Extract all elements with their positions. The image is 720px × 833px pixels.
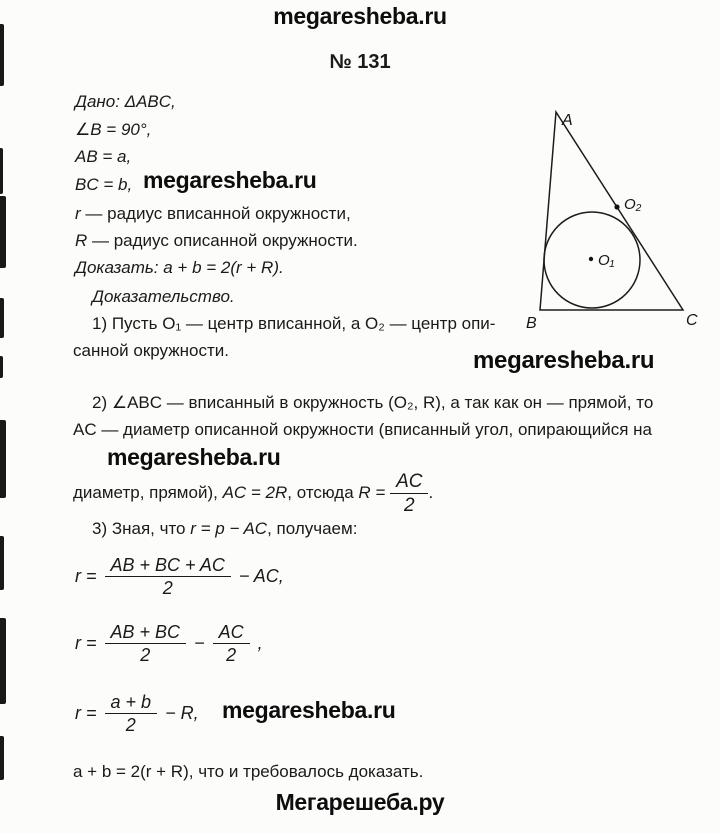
formula-2-denominator-1: 2	[140, 645, 151, 666]
watermark-step1: megaresheba.ru	[473, 347, 655, 374]
vertex-a-label: A	[562, 112, 573, 129]
formula-2	[75, 622, 263, 665]
given-line-r-text: — радиус вписанной окружности,	[80, 204, 351, 223]
formula-3	[75, 692, 199, 735]
step2-line3-ac-eq: AC = 2R	[222, 483, 288, 502]
circumcenter-label: O₂	[624, 196, 642, 213]
formula-1-numerator: AB + BC + AC	[105, 555, 231, 577]
watermark-top: megaresheba.ru	[273, 3, 447, 29]
formula-1-lhs: r =	[75, 566, 97, 587]
incenter-dot	[589, 257, 593, 261]
geometry-diagram	[513, 98, 713, 336]
formula-2-tail: ,	[257, 633, 263, 654]
formula-2-fraction-2	[213, 622, 250, 665]
step3-part3: , получаем:	[267, 519, 358, 538]
formula-3-denominator: 2	[125, 715, 136, 736]
scan-artifact	[0, 536, 4, 590]
scan-artifact	[0, 420, 6, 498]
fraction-AC-2	[390, 471, 428, 517]
given-line-angle: ∠B = 90°,	[75, 120, 152, 139]
scan-artifact	[0, 196, 6, 268]
scan-artifact	[0, 736, 4, 780]
formula-1	[75, 555, 284, 598]
formula-3-fraction	[105, 692, 158, 735]
formula-2-denominator-2: 2	[226, 645, 237, 666]
formula-2-numerator-1: AB + BC	[105, 622, 187, 644]
incenter-label: O₁	[598, 252, 615, 269]
problem-number: № 131	[329, 51, 391, 73]
given-line-ab: AB = a,	[75, 147, 132, 166]
scan-artifact	[0, 148, 3, 194]
formula-1-denominator: 2	[162, 578, 173, 599]
watermark-inline-given: megaresheba.ru	[143, 167, 317, 193]
fraction-AC-2-denominator: 2	[403, 495, 415, 517]
proof-heading: Доказательство.	[92, 287, 235, 306]
step2-line3-R-eq: R =	[358, 483, 391, 502]
vertex-b-label: B	[526, 315, 537, 332]
scan-artifact	[0, 356, 3, 378]
step3-part1: 3) Зная, что	[92, 519, 191, 538]
proof-conclusion: a + b = 2(r + R), что и требовалось доказать.	[73, 762, 424, 781]
vertex-c-label: C	[686, 312, 698, 329]
step3-r-eq: r = p − AC	[190, 519, 268, 538]
given-line-R-text: — радиус описанной окружности.	[87, 231, 358, 250]
brand-bottom: Мегарешеба.ру	[275, 789, 445, 815]
step2-line3-part3: , отсюда	[287, 483, 359, 502]
triangle-figure	[513, 98, 713, 336]
given-line-bc: BC = b,	[75, 175, 133, 194]
given-line-R	[75, 230, 358, 251]
var-r: r	[75, 204, 81, 223]
proof-step1-line2: санной окружности.	[73, 341, 229, 360]
formula-1-tail: − AC,	[238, 566, 284, 587]
circumcenter-dot	[614, 204, 619, 209]
proof-step2-line2: AC — диаметр описанной окружности (вписанный угол, опирающийся на	[73, 420, 653, 439]
triangle-outline	[540, 112, 683, 310]
formula-2-minus: −	[194, 633, 205, 654]
step2-line3-part1: диаметр, прямой),	[73, 483, 223, 502]
given-line-dano: Дано: ΔABC,	[75, 92, 176, 111]
watermark-step2: megaresheba.ru	[107, 444, 281, 470]
given-line-prove: Доказать: a + b = 2(r + R).	[75, 258, 284, 277]
scan-artifact	[0, 618, 6, 704]
formula-1-fraction	[105, 555, 231, 598]
var-R: R	[75, 231, 88, 250]
given-line-r	[75, 203, 351, 224]
watermark-formula: megaresheba.ru	[222, 697, 396, 723]
proof-step3-intro	[92, 518, 357, 539]
formula-2-fraction-1	[105, 622, 187, 665]
proof-step2-line1: 2) ∠ABC — вписанный в окружность (O₂, R), а так как он — прямой, то	[92, 393, 654, 412]
formula-2-numerator-2: AC	[213, 622, 250, 644]
scan-artifact	[0, 298, 4, 338]
formula-3-tail: − R,	[165, 703, 199, 724]
proof-step1-line1: 1) Пусть O₁ — центр вписанной, а O₂ — центр опи-	[92, 314, 496, 333]
formula-3-numerator: a + b	[105, 692, 158, 714]
formula-3-lhs: r =	[75, 703, 97, 724]
proof-step2-line3	[73, 470, 433, 516]
step2-line3-period: .	[428, 483, 434, 502]
fraction-AC-2-numerator: AC	[390, 471, 428, 494]
formula-2-lhs: r =	[75, 633, 97, 654]
